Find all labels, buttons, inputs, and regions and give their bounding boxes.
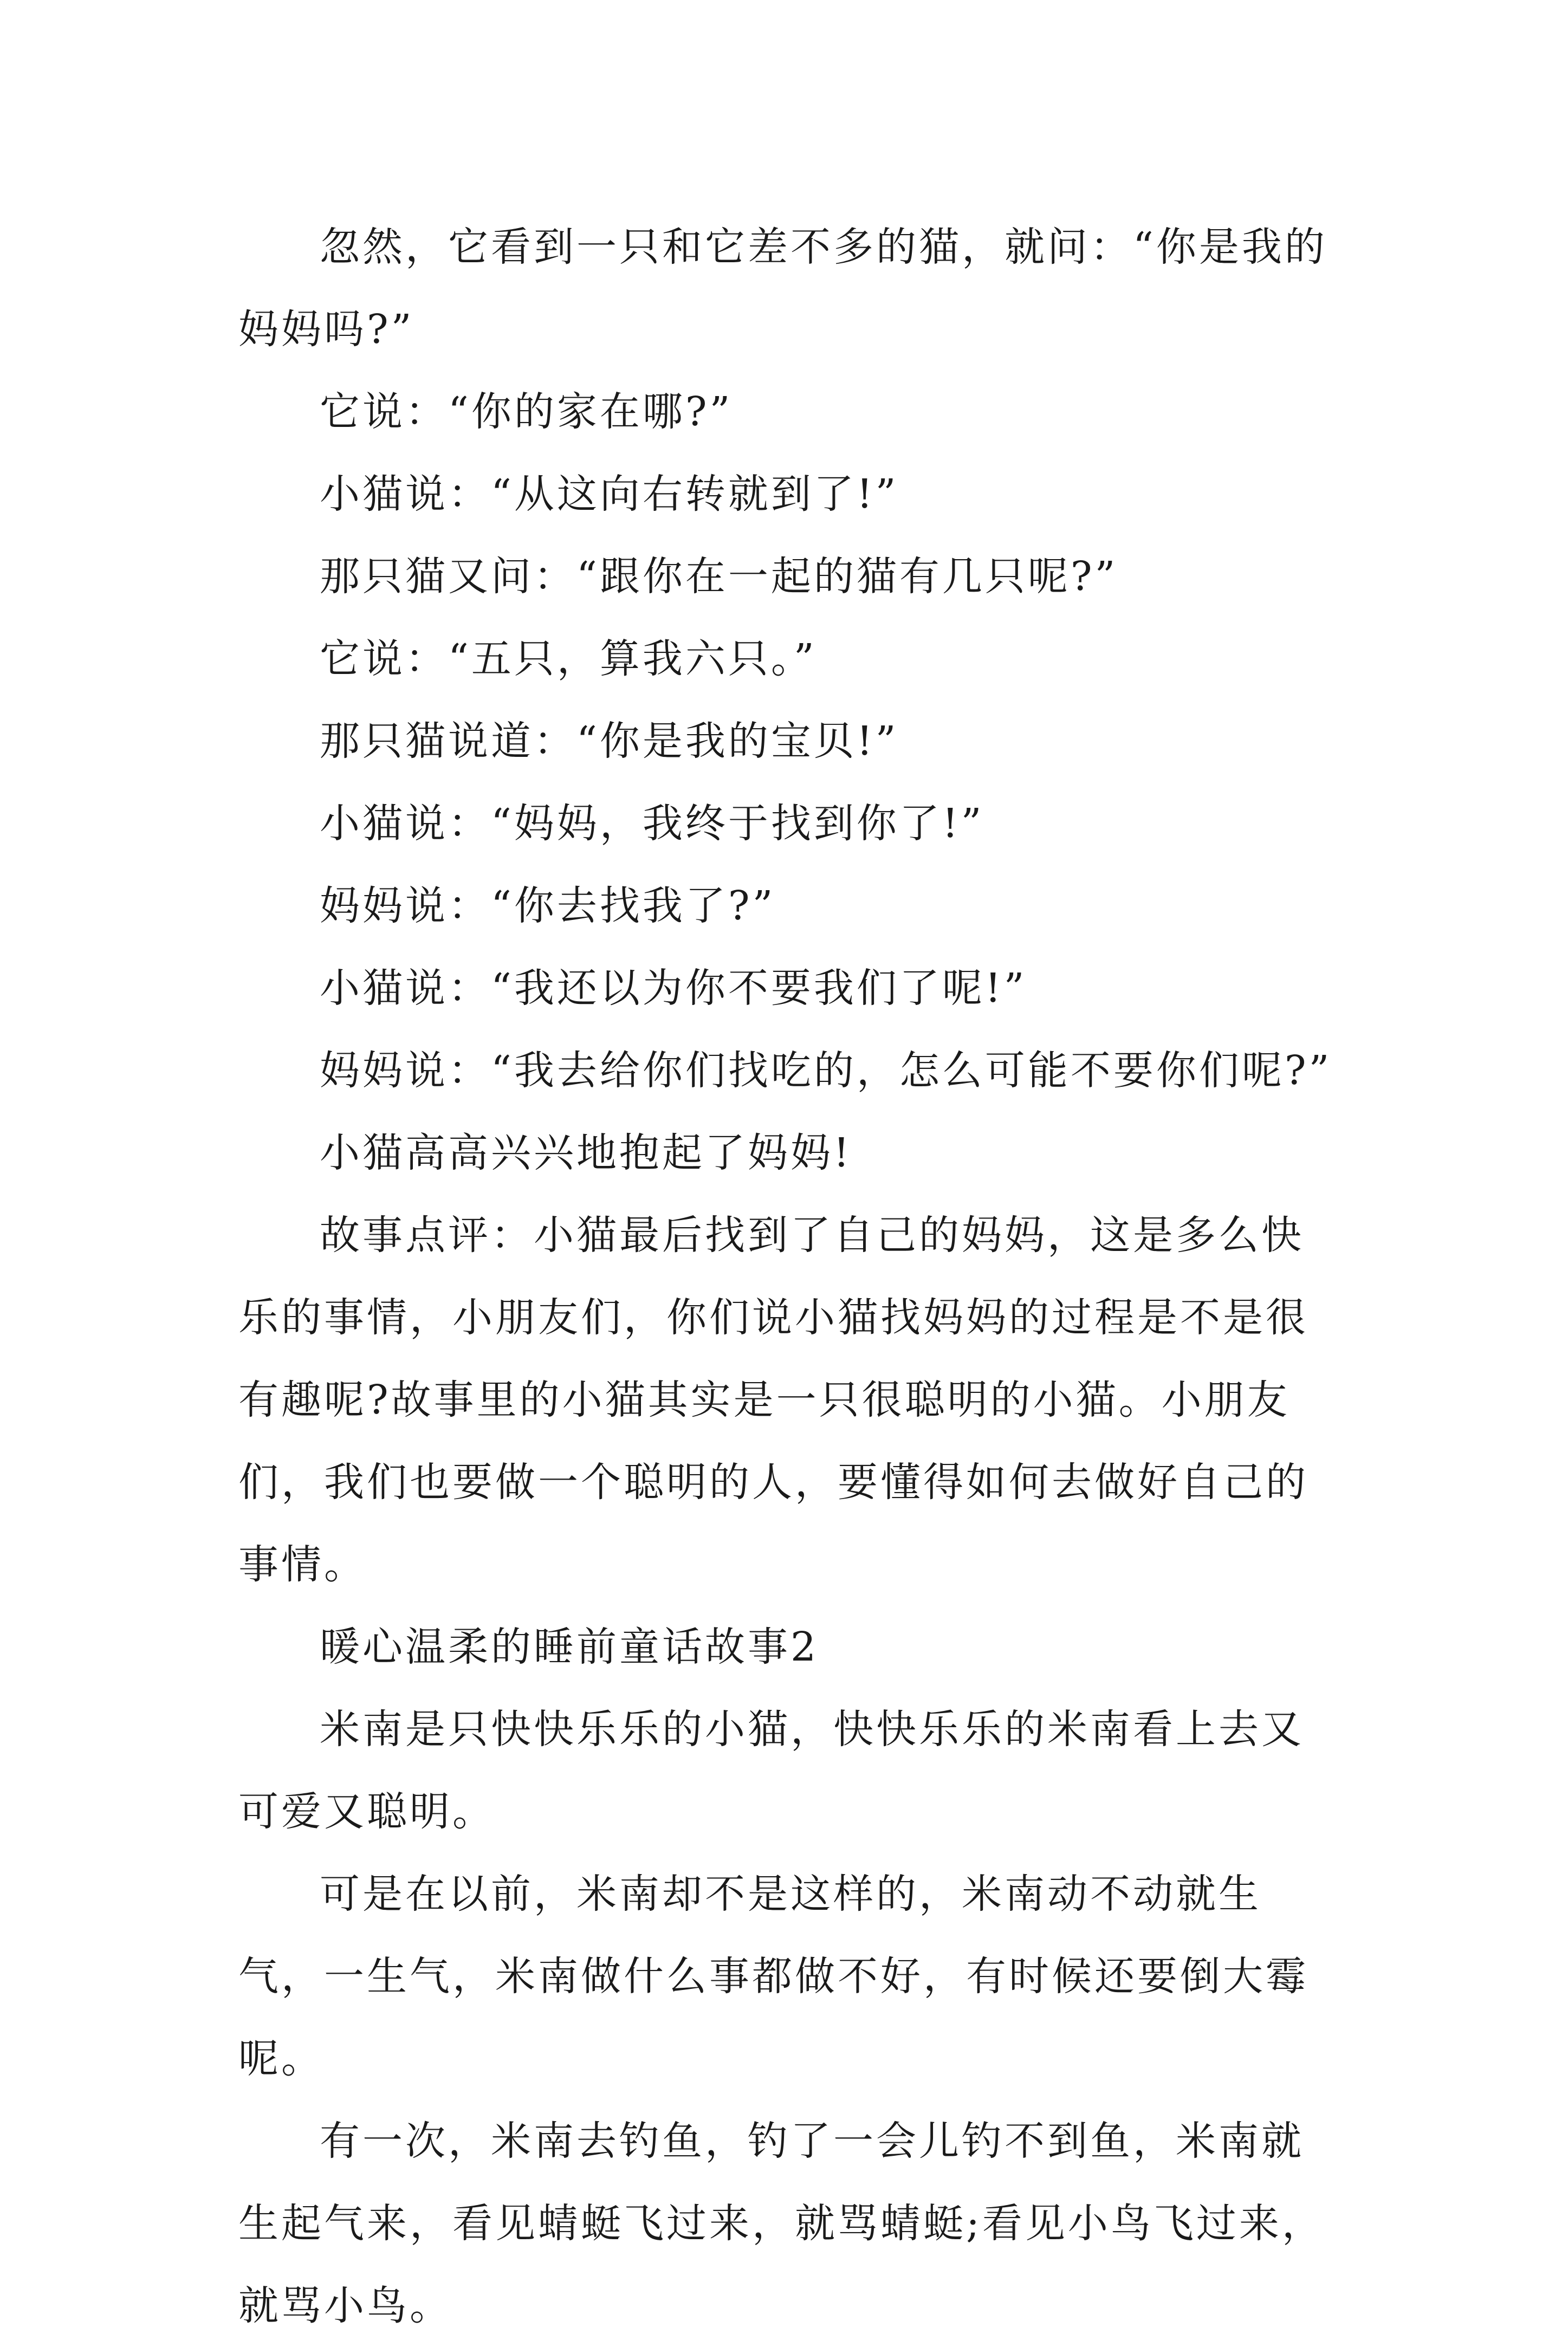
paragraph: 米南是只快快乐乐的小猫，快快乐乐的米南看上去又可爱又聪明。	[238, 1706, 1304, 1835]
paragraph: 妈妈说：“我去给你们找吃的，怎么可能不要你们呢?”	[320, 1047, 1332, 1094]
paragraph: 小猫说：“从这向右转就到了!”	[320, 471, 899, 517]
paragraph: 忽然，它看到一只和它差不多的猫，就问：“你是我的妈妈吗?”	[238, 224, 1327, 353]
paragraph: 那只猫又问：“跟你在一起的猫有几只呢?”	[320, 553, 1118, 600]
paragraph: 妈妈说：“你去找我了?”	[320, 883, 776, 929]
document-body	[238, 206, 1333, 2347]
paragraph: 可是在以前，米南却不是这样的，米南动不动就生气，一生气，米南做什么事都做不好，有时候还要倒大霉呢。	[238, 1871, 1308, 2082]
paragraph: 它说：“五只，算我六只。”	[320, 636, 817, 682]
paragraph: 小猫说：“妈妈，我终于找到你了!”	[320, 800, 984, 847]
story-heading: 暖心温柔的睡前童话故事2	[320, 1624, 819, 1670]
paragraph: 小猫说：“我还以为你不要我们了呢!”	[320, 965, 1027, 1012]
paragraph: 有一次，米南去钓鱼，钓了一会儿钓不到鱼，米南就生起气来，看见蜻蜓飞过来，就骂蜻蜓;看见小鸟飞过来，就骂小鸟。	[238, 2118, 1325, 2329]
paragraph: 小猫高高兴兴地抱起了妈妈!	[320, 1130, 852, 1176]
paragraph: 它说：“你的家在哪?”	[320, 388, 733, 435]
story-review-paragraph: 故事点评：小猫最后找到了自己的妈妈，这是多么快乐的事情，小朋友们，你们说小猫找妈妈的过程是不是很有趣呢?故事里的小猫其实是一只很聪明的小猫。小朋友们，我们也要做一个聪明的人，要懂得如何去做好自己的事情。	[238, 1212, 1308, 1588]
paragraph: 那只猫说道：“你是我的宝贝!”	[320, 718, 899, 764]
